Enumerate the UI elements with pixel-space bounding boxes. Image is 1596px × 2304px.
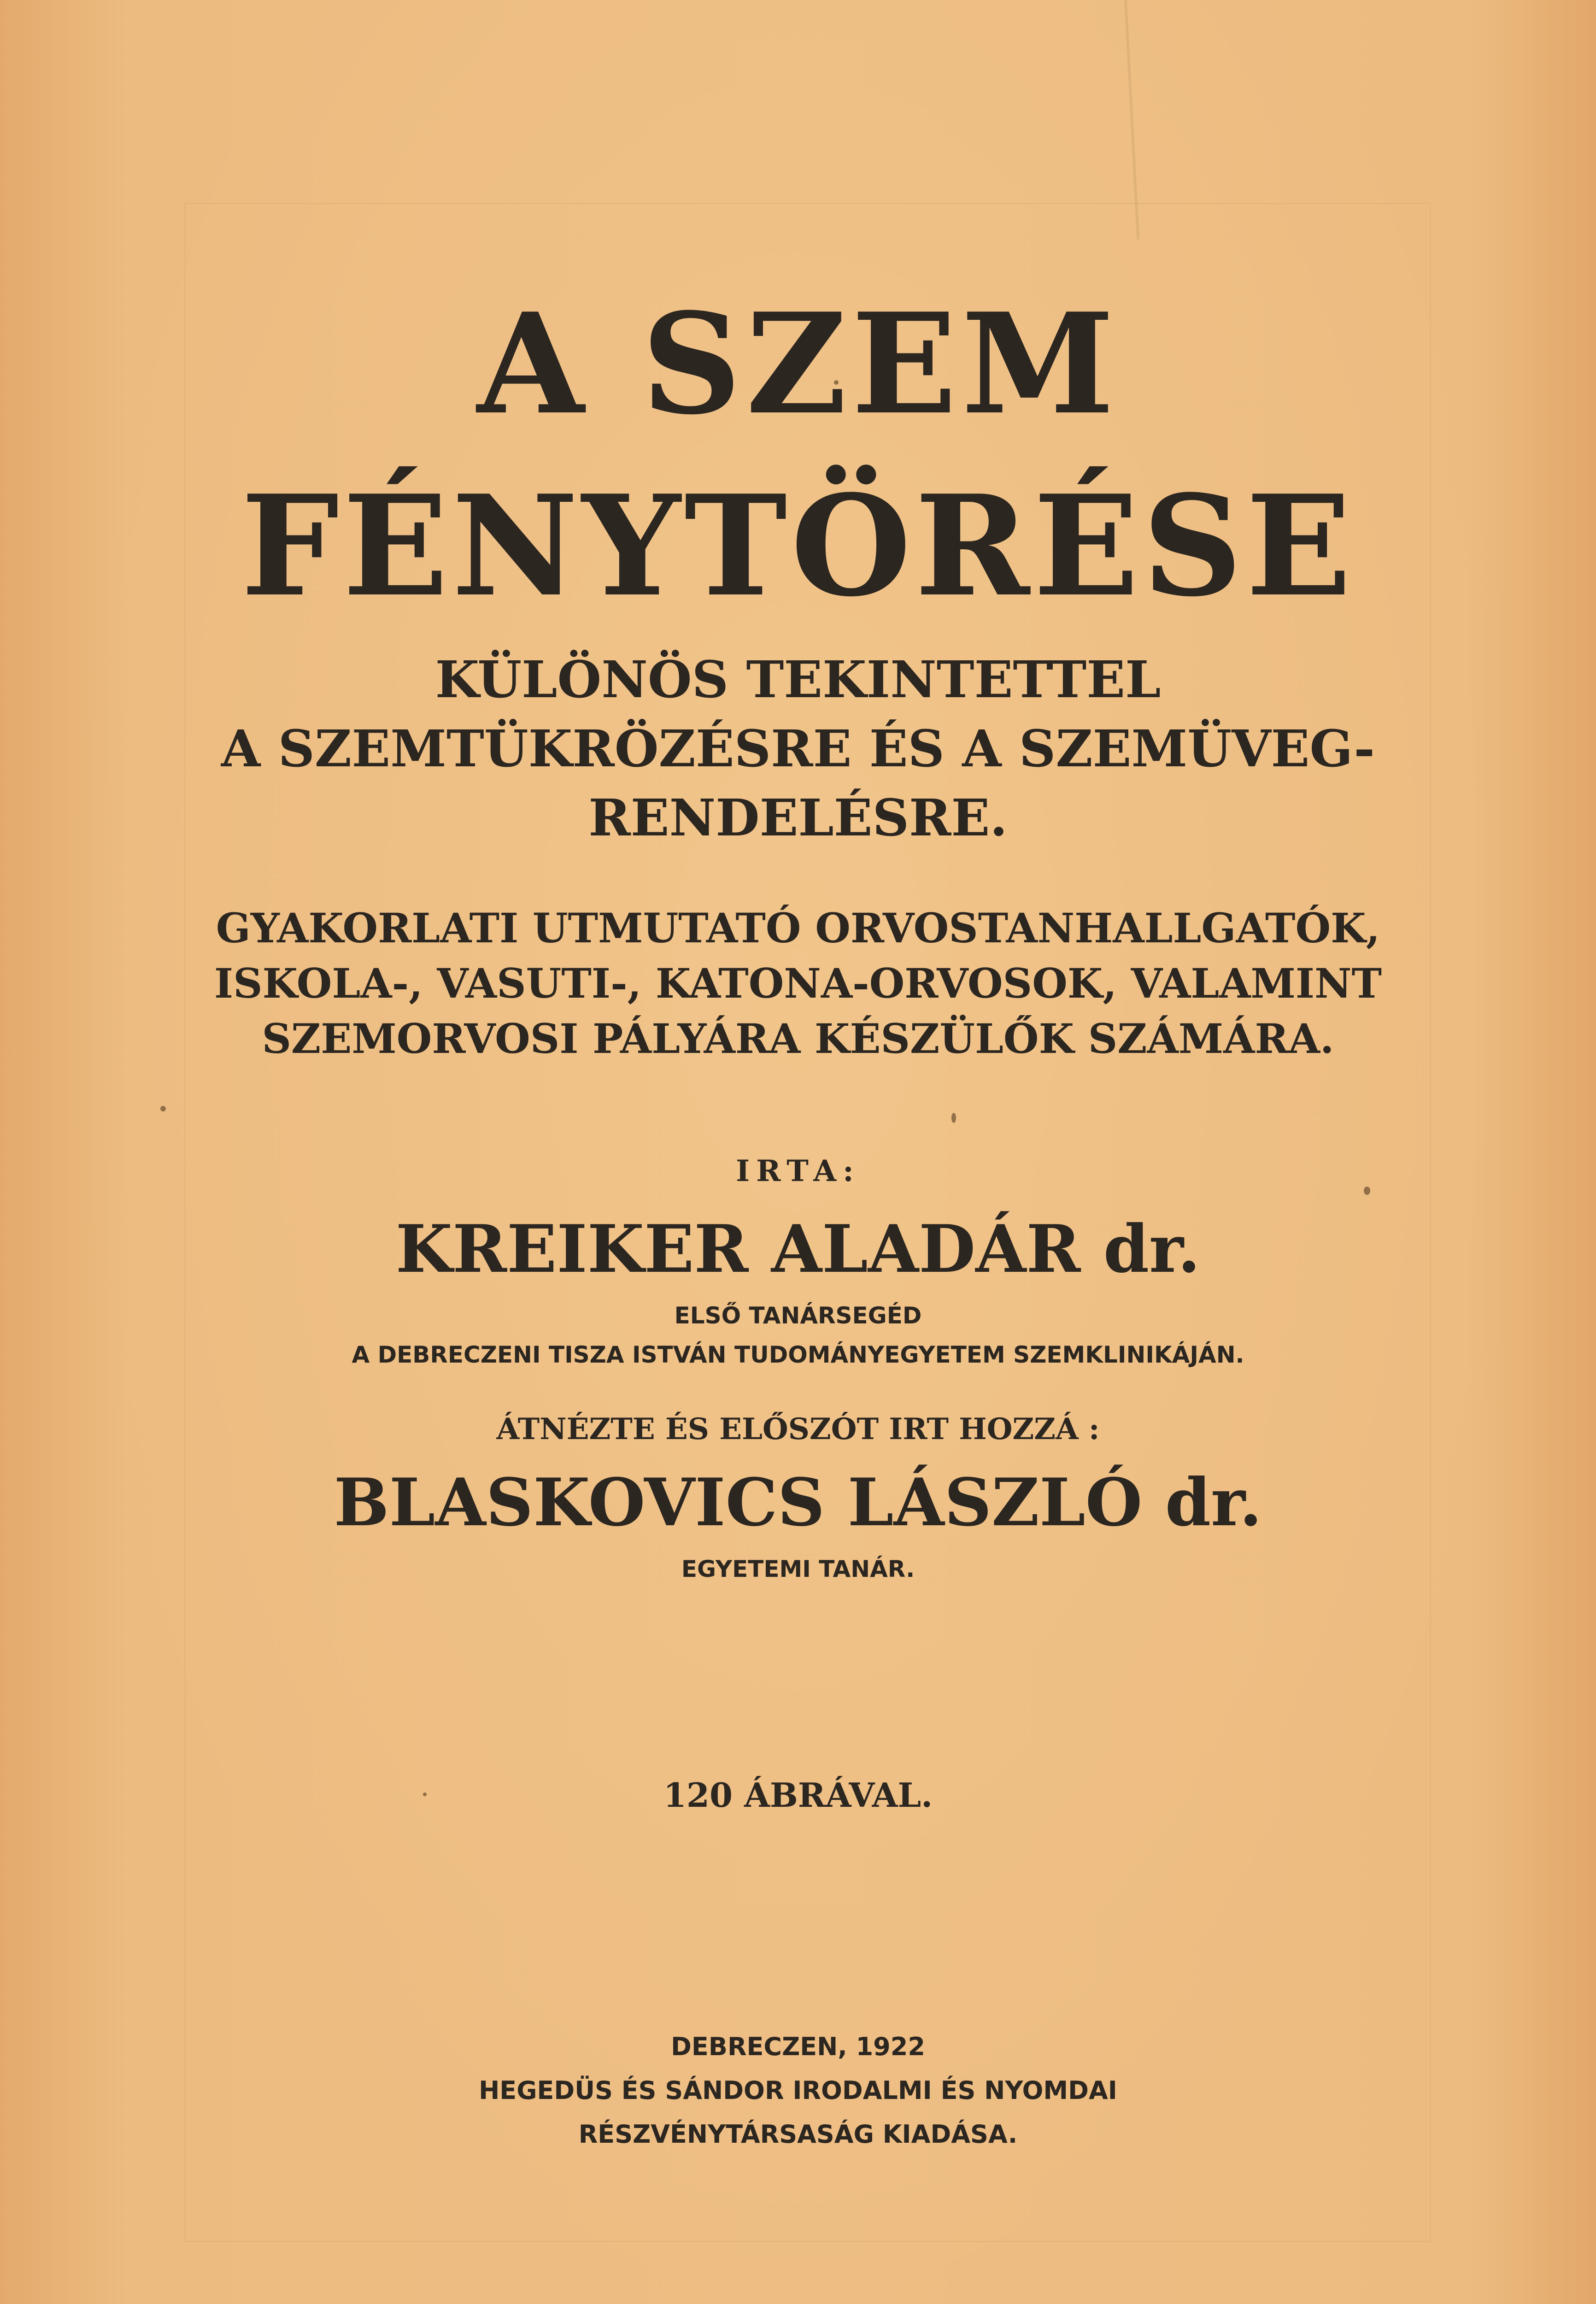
purpose-line-3: SZEMORVOSI PÁLYÁRA KÉSZÜLŐK SZÁMÁRA. xyxy=(262,1015,1334,1063)
subtitle-line-1: KÜLÖNÖS TEKINTETTEL xyxy=(435,650,1161,709)
title-line-2: FÉNYTÖRÉSE xyxy=(241,464,1355,627)
paper-fleck xyxy=(951,1113,956,1123)
author-role-line-2: A DEBRECZENI TISZA ISTVÁN TUDOMÁNYEGYETEM SZEMKLINIKÁJÁN. xyxy=(352,1341,1244,1368)
purpose-line-2: ISKOLA-, VASUTI-, KATONA-ORVOSOK, VALAMINT xyxy=(214,959,1382,1007)
purpose-line-1: GYAKORLATI UTMUTATÓ ORVOSTANHALLGATÓK, xyxy=(216,904,1380,952)
paper-fleck xyxy=(160,1106,166,1111)
title-line-1: A SZEM xyxy=(477,282,1119,445)
subtitle-line-2: A SZEMTÜKRÖZÉSRE ÉS A SZEMÜVEG- xyxy=(221,719,1375,778)
publisher-line-2: RÉSZVÉNYTÁRSASÁG KIADÁSA. xyxy=(578,2120,1018,2149)
paper-fleck xyxy=(1364,1187,1370,1195)
reviewer-intro: ÁTNÉZTE ÉS ELŐSZÓT IRT HOZZÁ : xyxy=(496,1412,1100,1446)
reviewer-role: EGYETEMI TANÁR. xyxy=(681,1556,915,1582)
publication-place-year: DEBRECZEN, 1922 xyxy=(671,2032,925,2061)
author-name: KREIKER ALADÁR dr. xyxy=(395,1211,1201,1287)
author-intro: IRTA: xyxy=(736,1154,860,1188)
author-role-line-1: ELSŐ TANÁRSEGÉD xyxy=(674,1302,922,1329)
figure-count: 120 ÁBRÁVAL. xyxy=(663,1775,933,1815)
publisher-line-1: HEGEDÜS ÉS SÁNDOR IRODALMI ÉS NYOMDAI xyxy=(479,2076,1117,2105)
reviewer-name: BLASKOVICS LÁSZLÓ dr. xyxy=(334,1464,1262,1541)
paper-crease xyxy=(1124,0,1139,239)
subtitle-line-3: RENDELÉSRE. xyxy=(588,788,1008,847)
